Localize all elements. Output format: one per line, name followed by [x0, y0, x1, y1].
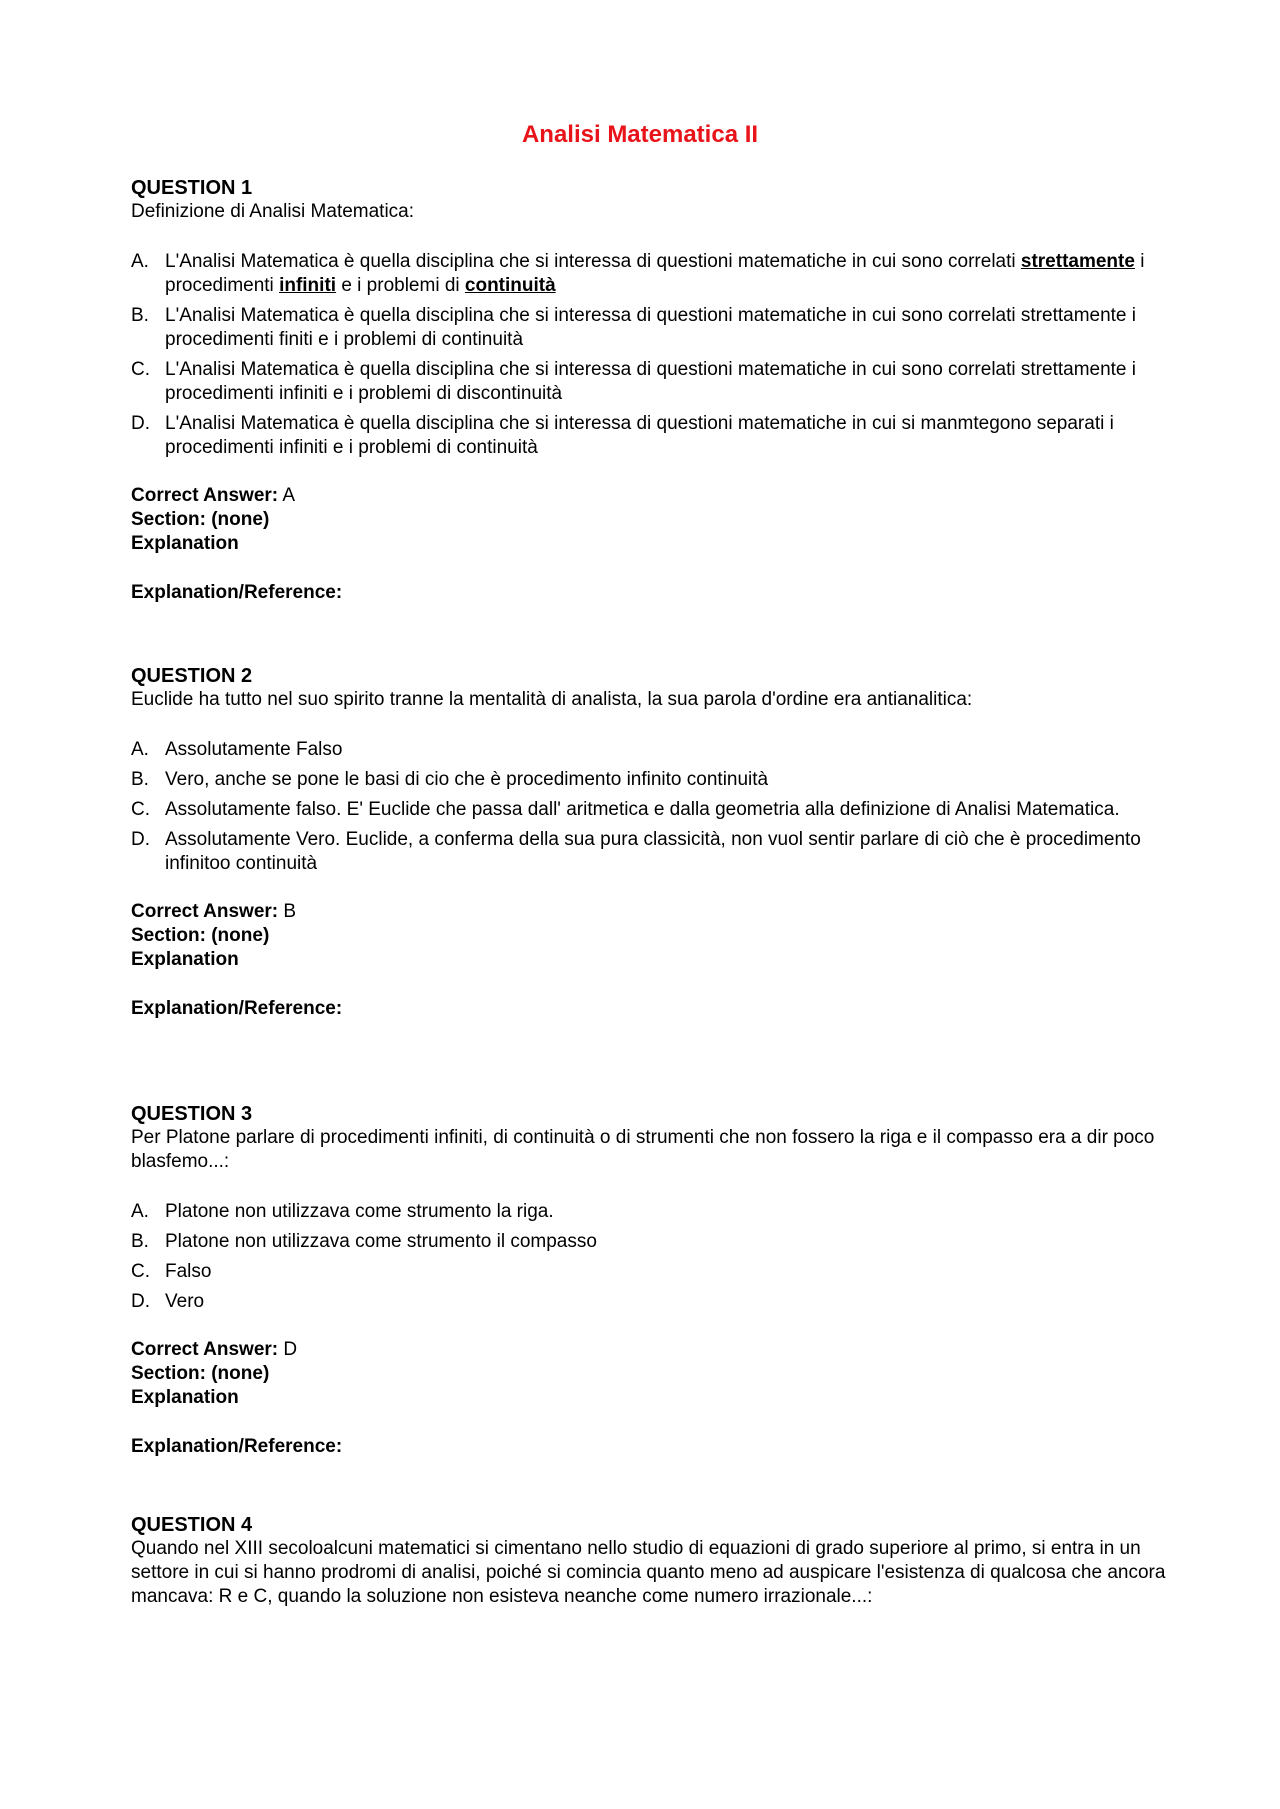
explanation-label: Explanation: [131, 533, 239, 554]
choice-letter: D.: [131, 413, 150, 434]
explanation-reference-label: Explanation/Reference:: [131, 1436, 343, 1457]
underlined-term: strettamente: [1020, 251, 1135, 272]
question-block: [131, 176, 1171, 605]
choice-item: [131, 1200, 1171, 1224]
choice-text: Platone non utilizzava come strumento la riga.: [165, 1201, 554, 1222]
question-prompt: Quando nel XIII secoloalcuni matematici si cimentano nello studio di equazioni di grado superiore al primo, si entra in un settore in cui si hanno prodromi di analisi, poiché si comincia quanto meno ad auspicare l'esistenza di qualcosa che ancora mancava: R e C, quando la soluzione non esisteva neanche come numero irrazionale...:: [131, 1538, 1166, 1607]
question-prompt: Euclide ha tutto nel suo spirito tranne la mentalità di analista, la sua parola d'ordine era antianalitica:: [131, 689, 973, 710]
correct-answer: Correct Answer: D: [131, 1339, 298, 1360]
question-prompt: Definizione di Analisi Matematica:: [131, 201, 415, 222]
underlined-term: infiniti: [279, 275, 337, 296]
choice-item: [131, 1230, 1171, 1254]
document-title: Analisi Matematica II: [521, 121, 759, 148]
choice-list: [131, 1200, 1171, 1314]
choice-text: Vero, anche se pone le basi di cio che è procedimento infinito continuità: [165, 769, 769, 790]
choice-letter: B.: [131, 305, 149, 326]
choice-item: [131, 798, 1171, 822]
choice-text: L'Analisi Matematica è quella disciplina che si interessa di questioni matematiche in cui sono correlati strettamente i procedimenti finiti e i problemi di continuità: [165, 305, 1136, 350]
choice-letter: A.: [131, 1201, 149, 1222]
answer-value: D: [283, 1339, 298, 1360]
choice-item: [131, 412, 1171, 460]
underlined-term: continuità: [464, 275, 556, 296]
answer-value: B: [283, 901, 297, 922]
choice-letter: C.: [131, 1261, 150, 1282]
choice-text: Platone non utilizzava come strumento il compasso: [165, 1231, 597, 1252]
explanation-label: Explanation: [131, 949, 239, 970]
choice-letter: B.: [131, 769, 149, 790]
choice-letter: C.: [131, 359, 150, 380]
choice-letter: D.: [131, 1291, 150, 1312]
choice-item: [131, 358, 1171, 406]
choice-text: Assolutamente falso. E' Euclide che passa dall' aritmetica e dalla geometria alla definizione di Analisi Matematica.: [165, 799, 1120, 820]
explanation-label: Explanation: [131, 1387, 239, 1408]
choice-letter: B.: [131, 1231, 149, 1252]
choice-list: [131, 250, 1171, 460]
answer-value: A: [282, 485, 296, 506]
choice-letter: A.: [131, 251, 149, 272]
choice-item: [131, 768, 1171, 792]
answer-meta: [131, 484, 1171, 556]
choice-letter: A.: [131, 739, 149, 760]
choice-item: [131, 250, 1171, 298]
choice-text: L'Analisi Matematica è quella disciplina che si interessa di questioni matematiche in cui sono correlati strettamente i procedimenti infiniti e i problemi di discontinuità: [165, 359, 1136, 404]
choice-letter: D.: [131, 829, 150, 850]
answer-meta: [131, 1338, 1171, 1410]
question-heading: QUESTION 2: [131, 665, 253, 687]
choice-text: Falso: [165, 1261, 212, 1282]
question-block: [131, 664, 1171, 1021]
choice-item: [131, 1290, 1171, 1314]
choice-letter: C.: [131, 799, 150, 820]
choice-text: Assolutamente Vero. Euclide, a conferma della sua pura classicità, non vuol sentir parlare di ciò che è procedimento infinitoo continuità: [165, 829, 1141, 874]
question-block: [131, 1102, 1171, 1459]
question-heading: QUESTION 4: [131, 1514, 253, 1536]
question-heading: QUESTION 3: [131, 1103, 253, 1125]
explanation-reference-label: Explanation/Reference:: [131, 998, 343, 1019]
choice-text: Vero: [165, 1291, 205, 1312]
question-block: [131, 1513, 1171, 1609]
choice-item: [131, 738, 1171, 762]
correct-answer: Correct Answer: A: [131, 485, 296, 506]
question-heading: QUESTION 1: [131, 177, 253, 199]
question-prompt: Per Platone parlare di procedimenti infiniti, di continuità o di strumenti che non fossero la riga e il compasso era a dir poco blasfemo...:: [131, 1127, 1155, 1172]
explanation-reference-label: Explanation/Reference:: [131, 582, 343, 603]
choice-item: [131, 1260, 1171, 1284]
section-label: Section: (none): [131, 925, 270, 946]
correct-answer: Correct Answer: B: [131, 901, 297, 922]
section-label: Section: (none): [131, 1363, 270, 1384]
choice-text: L'Analisi Matematica è quella disciplina che si interessa di questioni matematiche in cui sono correlati strettamente i procedimenti infiniti e i problemi di continuità: [165, 251, 1145, 296]
section-label: Section: (none): [131, 509, 270, 530]
choice-text: Assolutamente Falso: [165, 739, 343, 760]
choice-item: [131, 828, 1171, 876]
answer-meta: [131, 900, 1171, 972]
choice-text: L'Analisi Matematica è quella disciplina che si interessa di questioni matematiche in cui si manmtegono separati i procedimenti infiniti e i problemi di continuità: [165, 413, 1114, 458]
choice-list: [131, 738, 1171, 876]
choice-item: [131, 304, 1171, 352]
